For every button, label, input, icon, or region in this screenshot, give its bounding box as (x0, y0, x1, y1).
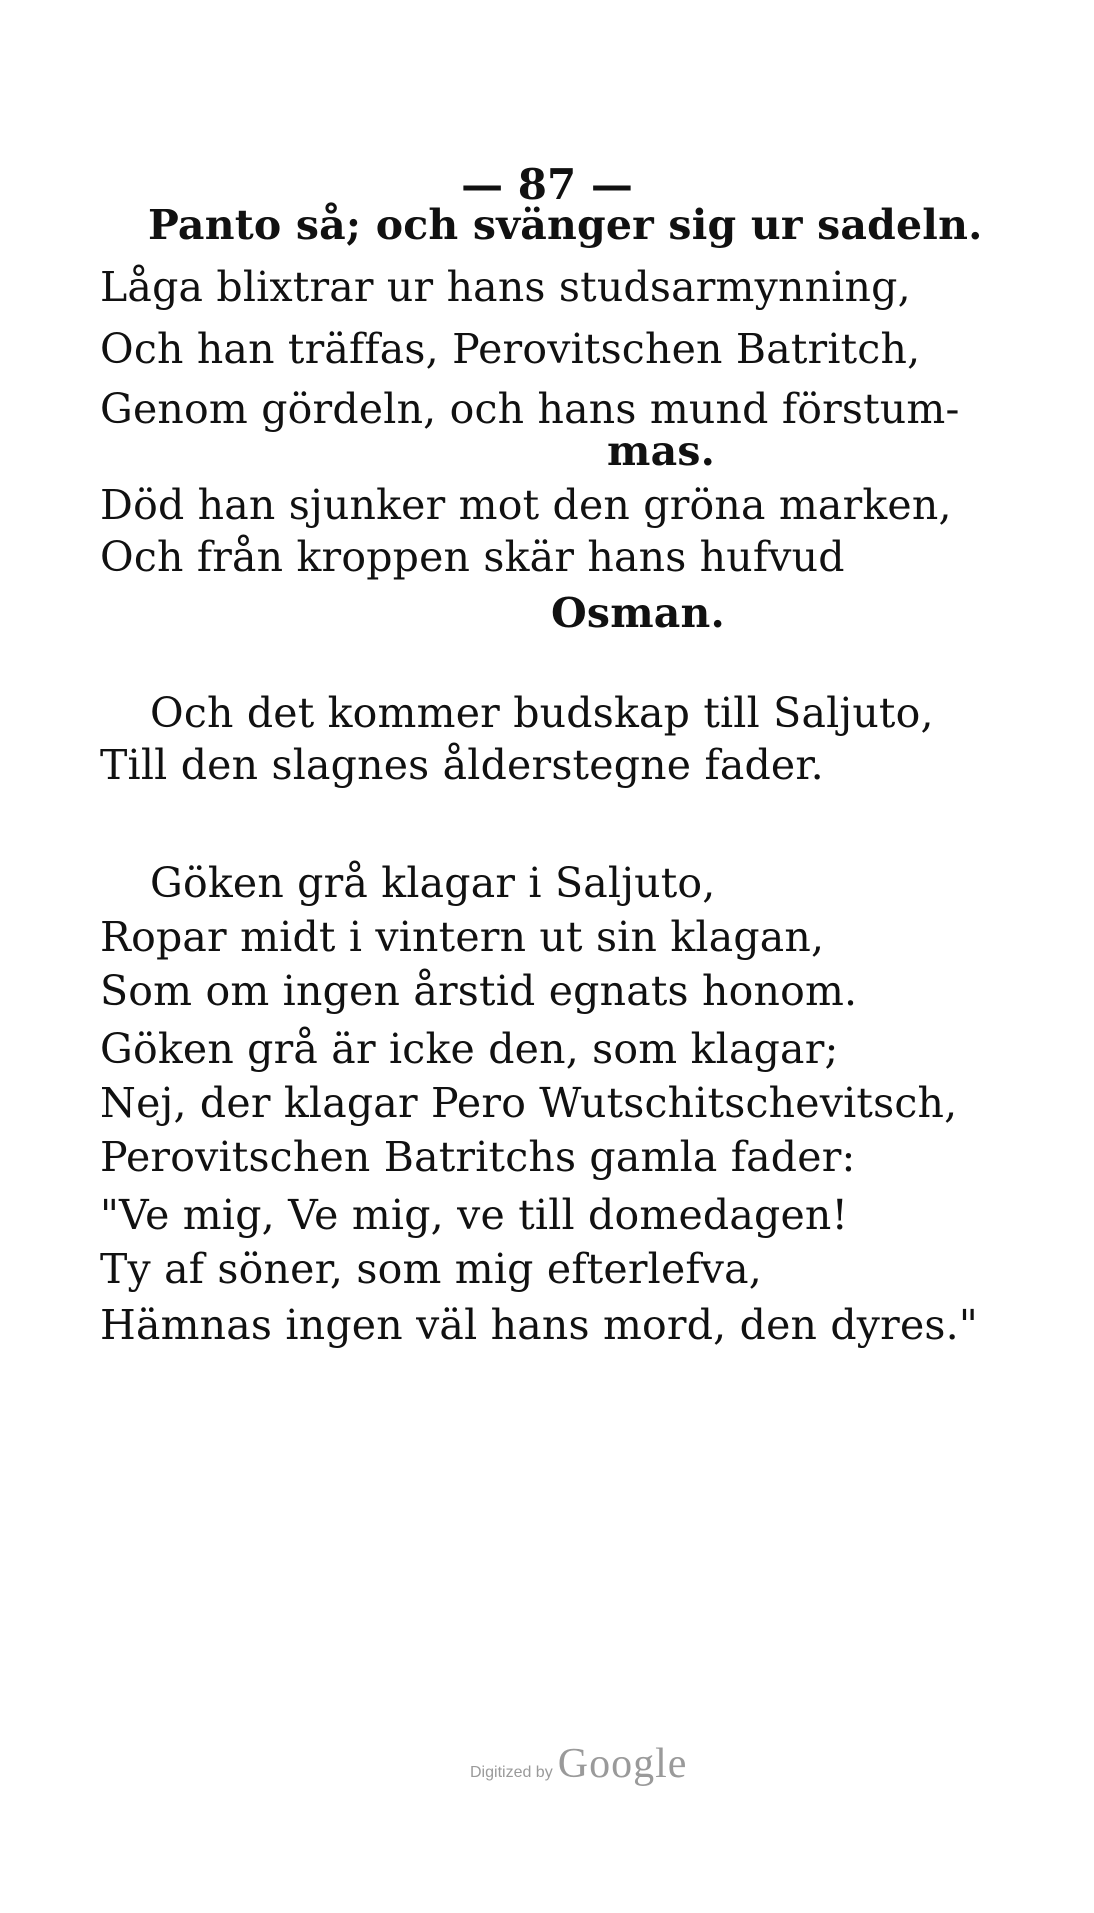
poem-line: Göken grå klagar i Saljuto, (150, 859, 716, 907)
poem-line: Nej, der klagar Pero Wutschitschevitsch, (100, 1079, 958, 1127)
poem-line: Till den slagnes ålderstegne fader. (100, 741, 824, 789)
poem-line: Och det kommer budskap till Saljuto, (150, 689, 934, 737)
poem-line: Panto så; och svänger sig ur sadeln. (148, 201, 983, 249)
poem-line: Ropar midt i vintern ut sin klagan, (100, 913, 825, 961)
poem-line: Ty af söner, som mig efterlefva, (100, 1245, 763, 1293)
poem-line-continuation: Osman. (551, 589, 726, 637)
poem-line: Död han sjunker mot den gröna marken, (100, 481, 952, 529)
poem-line: Göken grå är icke den, som klagar; (100, 1025, 839, 1073)
poem-line: Genom gördeln, och hans mund förstum- (100, 385, 960, 433)
poem-line: Perovitschen Batritchs gamla fader: (100, 1133, 856, 1181)
page-number: — 87 — (461, 160, 633, 209)
digitized-by-google-watermark (470, 1740, 687, 1788)
poem-line: Hämnas ingen väl hans mord, den dyres." (100, 1301, 978, 1349)
poem-line: Låga blixtrar ur hans studsarmynning, (100, 263, 911, 311)
poem-line: "Ve mig, Ve mig, ve till domedagen! (100, 1191, 849, 1239)
poem-line: Och han träffas, Perovitschen Batritch, (100, 325, 921, 373)
poem-line-continuation: mas. (607, 427, 716, 475)
poem-line: Och från kroppen skär hans hufvud (100, 533, 845, 581)
poem-line: Som om ingen årstid egnats honom. (100, 967, 858, 1015)
digitized-by-label: Digitized by (470, 1764, 553, 1781)
google-logo: Google (557, 1741, 688, 1787)
